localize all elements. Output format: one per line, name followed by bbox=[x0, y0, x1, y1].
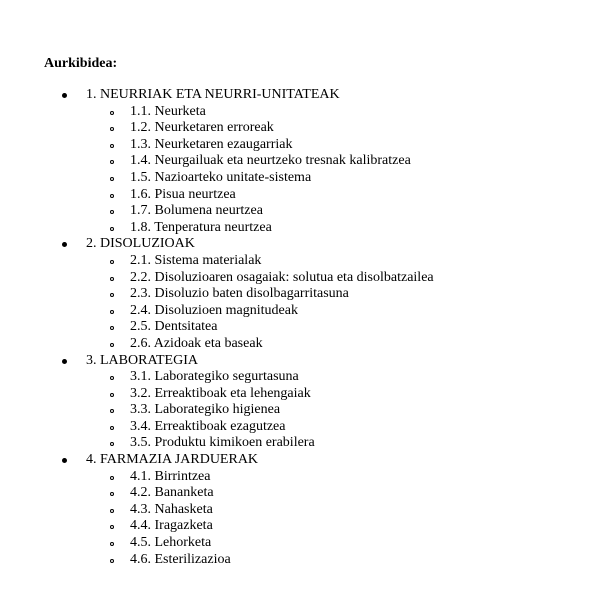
toc-heading: Aurkibidea: bbox=[44, 56, 118, 71]
toc-subsection-item bbox=[0, 319, 600, 336]
table-of-contents bbox=[0, 87, 600, 568]
toc-subsection-item bbox=[0, 203, 600, 220]
toc-section bbox=[0, 353, 600, 453]
hollow-bullet-icon bbox=[110, 310, 114, 314]
toc-subsection-item bbox=[0, 187, 600, 204]
hollow-bullet-icon bbox=[110, 393, 114, 397]
hollow-bullet-icon bbox=[110, 227, 114, 231]
hollow-bullet-icon bbox=[110, 210, 114, 214]
toc-subsection-item bbox=[0, 220, 600, 237]
toc-subsection-item bbox=[0, 120, 600, 137]
hollow-bullet-icon bbox=[110, 160, 114, 164]
hollow-bullet-icon bbox=[110, 509, 114, 513]
toc-subsection-item bbox=[0, 104, 600, 121]
toc-subsection-title: 1.2. Neurketaren erroreak bbox=[130, 120, 274, 136]
toc-subsection-title: 1.3. Neurketaren ezaugarriak bbox=[130, 136, 293, 152]
hollow-bullet-icon bbox=[110, 476, 114, 480]
toc-subsection-title: 1.6. Pisua neurtzea bbox=[130, 186, 236, 202]
toc-subsection-item bbox=[0, 303, 600, 320]
hollow-bullet-icon bbox=[110, 144, 114, 148]
filled-bullet-icon bbox=[62, 242, 67, 247]
toc-subsection-title: 2.6. Azidoak eta baseak bbox=[130, 335, 263, 351]
toc-section-row bbox=[0, 452, 600, 469]
toc-section-title: 4. FARMAZIA JARDUERAK bbox=[86, 452, 259, 468]
toc-subsection-title: 3.5. Produktu kimikoen erabilera bbox=[130, 435, 315, 451]
toc-subsection-title: 4.2. Bananketa bbox=[130, 485, 214, 501]
toc-section-title: 3. LABORATEGIA bbox=[86, 352, 198, 368]
toc-subsection-title: 3.1. Laborategiko segurtasuna bbox=[130, 369, 299, 385]
toc-subsection-title: 2.1. Sistema materialak bbox=[130, 252, 262, 268]
toc-subsection-item bbox=[0, 137, 600, 154]
toc-subsection-item bbox=[0, 469, 600, 486]
toc-subsection-title: 1.7. Bolumena neurtzea bbox=[130, 203, 263, 219]
toc-section-row bbox=[0, 236, 600, 253]
hollow-bullet-icon bbox=[110, 525, 114, 529]
hollow-bullet-icon bbox=[110, 542, 114, 546]
toc-subsection-item bbox=[0, 402, 600, 419]
toc-subsection-title: 3.4. Erreaktiboak ezagutzea bbox=[130, 418, 286, 434]
toc-subsection-title: 2.2. Disoluzioaren osagaiak: solutua eta disolbatzailea bbox=[130, 269, 434, 285]
toc-subsection-item bbox=[0, 386, 600, 403]
toc-subsection-title: 3.3. Laborategiko higienea bbox=[130, 402, 281, 418]
hollow-bullet-icon bbox=[110, 194, 114, 198]
toc-subsection-title: 1.5. Nazioarteko unitate-sistema bbox=[130, 169, 312, 185]
toc-subsection-list bbox=[0, 253, 600, 353]
toc-subsection-title: 1.1. Neurketa bbox=[130, 103, 206, 119]
toc-subsection-item bbox=[0, 336, 600, 353]
hollow-bullet-icon bbox=[110, 293, 114, 297]
toc-subsection-item bbox=[0, 419, 600, 436]
hollow-bullet-icon bbox=[110, 559, 114, 563]
hollow-bullet-icon bbox=[110, 442, 114, 446]
hollow-bullet-icon bbox=[110, 426, 114, 430]
hollow-bullet-icon bbox=[110, 343, 114, 347]
toc-subsection-title: 2.3. Disoluzio baten disolbagarritasuna bbox=[130, 286, 349, 302]
toc-subsection-title: 2.5. Dentsitatea bbox=[130, 319, 218, 335]
toc-section-row bbox=[0, 87, 600, 104]
toc-subsection-title: 1.4. Neurgailuak eta neurtzeko tresnak kalibratzea bbox=[130, 153, 411, 169]
hollow-bullet-icon bbox=[110, 326, 114, 330]
toc-subsection-list bbox=[0, 369, 600, 452]
toc-subsection-item bbox=[0, 518, 600, 535]
toc-subsection-item bbox=[0, 435, 600, 452]
toc-subsection-item bbox=[0, 535, 600, 552]
toc-subsection-title: 2.4. Disoluzioen magnitudeak bbox=[130, 302, 298, 318]
filled-bullet-icon bbox=[62, 93, 67, 98]
hollow-bullet-icon bbox=[110, 111, 114, 115]
hollow-bullet-icon bbox=[110, 277, 114, 281]
hollow-bullet-icon bbox=[110, 409, 114, 413]
toc-subsection-item bbox=[0, 253, 600, 270]
filled-bullet-icon bbox=[62, 359, 67, 364]
toc-subsection-title: 4.4. Iragazketa bbox=[130, 518, 213, 534]
toc-subsection-title: 4.5. Lehorketa bbox=[130, 535, 212, 551]
toc-subsection-item bbox=[0, 170, 600, 187]
toc-section bbox=[0, 87, 600, 236]
toc-subsection-title: 4.1. Birrintzea bbox=[130, 468, 211, 484]
toc-subsection-list bbox=[0, 104, 600, 237]
hollow-bullet-icon bbox=[110, 127, 114, 131]
toc-subsection-item bbox=[0, 369, 600, 386]
toc-subsection-item bbox=[0, 485, 600, 502]
hollow-bullet-icon bbox=[110, 177, 114, 181]
toc-section-title: 2. DISOLUZIOAK bbox=[86, 236, 195, 252]
toc-section-row bbox=[0, 353, 600, 370]
toc-subsection-title: 4.3. Nahasketa bbox=[130, 501, 213, 517]
toc-subsection-title: 1.8. Tenperatura neurtzea bbox=[130, 219, 272, 235]
hollow-bullet-icon bbox=[110, 376, 114, 380]
toc-section-title: 1. NEURRIAK ETA NEURRI-UNITATEAK bbox=[86, 87, 340, 102]
toc-subsection-item bbox=[0, 153, 600, 170]
toc-section bbox=[0, 236, 600, 352]
toc-subsection-item bbox=[0, 502, 600, 519]
toc-subsection-item bbox=[0, 552, 600, 569]
toc-subsection-title: 4.6. Esterilizazioa bbox=[130, 551, 231, 567]
toc-subsection-item bbox=[0, 270, 600, 287]
hollow-bullet-icon bbox=[110, 260, 114, 264]
filled-bullet-icon bbox=[62, 458, 67, 463]
toc-subsection-item bbox=[0, 286, 600, 303]
toc-subsection-list bbox=[0, 469, 600, 569]
hollow-bullet-icon bbox=[110, 492, 114, 496]
toc-section bbox=[0, 452, 600, 568]
toc-subsection-title: 3.2. Erreaktiboak eta lehengaiak bbox=[130, 385, 311, 401]
